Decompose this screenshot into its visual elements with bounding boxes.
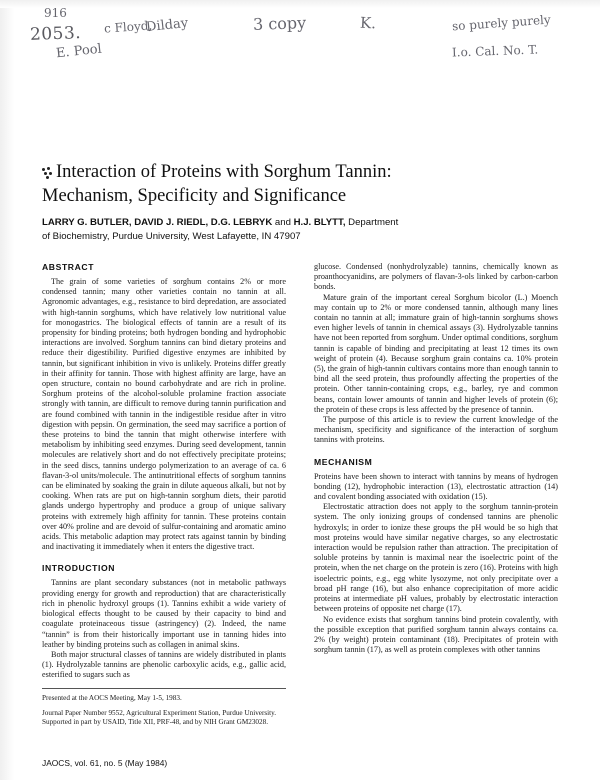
heading-abstract: ABSTRACT bbox=[42, 262, 95, 272]
handwritten-accession-number: 2053. bbox=[29, 23, 82, 45]
heading-introduction: INTRODUCTION bbox=[42, 563, 116, 574]
footnote-divider bbox=[42, 688, 286, 689]
intro-paragraph-2: Both major structural classes of tannins are widely distributed in plants (1). Hydrolyzable tannins are phenolic carboxylic acids, e.g., gallic acid, esterified to sugars such as bbox=[42, 649, 286, 680]
cluster-dots-icon bbox=[42, 167, 55, 179]
right-paragraph-2: Mature grain of the important cereal Sorghum bicolor (L.) Moench may contain up to 2% or more condensed tannin, although many lines contain no tannin at all; immature grain of high-tannin sorghums shows even higher levels of tannin in chemical assays (3). Hydrolyzable tannins have not been reported from sorghum. Under optimal conditions, sorghum tannin is capable of binding and precipitating at least 12 times its own weight of protein (4). Because sorghum grain contains ca. 10% protein (5), the grain of high-tannin cultivars contains more than enough tannin to bind all the seed protein, thus profoundly affecting the properties of the protein. Other tannin-containing crops, e.g., barley, rye and common beans, contain lower amounts of tannin and higher levels of protein (6); the protein of these crops is less affected by the presence of tannin. bbox=[314, 292, 558, 414]
author-conjunction: and bbox=[272, 217, 294, 228]
page-edge-shadow-left bbox=[0, 0, 14, 780]
article-body bbox=[42, 262, 558, 752]
heading-mechanism: MECHANISM bbox=[314, 456, 373, 467]
mechanism-paragraph-1: Proteins have been shown to interact with tannins by means of hydrogen bonding (12), hydrophobic interaction (13), electrostatic attraction (14) and covalent bonding associated with oxidation (15). bbox=[314, 471, 558, 502]
handwritten-professor-note: E. Pool bbox=[55, 41, 103, 62]
author-department: Department bbox=[345, 217, 399, 228]
page-title bbox=[42, 160, 472, 208]
footnote-journal-paper: Journal Paper Number 9552, Agricultural Experiment Station, Purdue University. Supported in part by USAID, Title XII, PRF-48, and by NIH Grant GM23028. bbox=[42, 708, 277, 726]
handwritten-library-note: I.o. Cal. No. T. bbox=[451, 42, 539, 60]
title-line-1-text: Interaction of Proteins with Sorghum Tannin: bbox=[56, 162, 392, 182]
handwritten-number-916: 916 bbox=[44, 6, 67, 20]
handwritten-copies-note: 3 copy bbox=[252, 13, 307, 34]
abstract-text: The grain of some varieties of sorghum contains 2% or more condensed tannin; many other varieties contain no tannin at all. Agronomic advantages, e.g., resistance to bird depredation, are associated with high-tannin sorghums, which have relatively low nutritional value for monogastrics. The biological effects of tannin are a result of its propensity for binding proteins; both hydrogen bonding and hydrophobic interactions are involved. Sorghum tannins can bind dietary proteins and reduce their digestibility. Purified digestive enzymes are inhibited by tannin, but significant inhibition in vivo is unlikely. Proteins differ greatly in their affinity for tannin. Those with highest affinity are large, have an open structure, contain no bound carbohydrate and are rich in proline. Sorghum proteins of the alcohol-soluble prolamine fraction associate strongly with tannin, are difficult to remove during tannin purification and are found combined with tannin in the indigestible residue after in vitro digestion with pepsin. On germination, the seed may sacrifice a portion of these proteins to bind the tannin that might otherwise interfere with metabolism by inhibiting seed enzymes. During seed development, tannin molecules are relatively short and do not effectively precipitate proteins; in the seed discs, tannins undergo polymerization to an average of ca. 6 flavan-3-ol units/molecule. The antinutritional effects of sorghum tannins can be eliminated by soaking the grain in dilute aqueous alkali, but not by cooking. When rats are put on high-tannin sorghum diets, their parotid glands undergo hypertrophy and produce a group of unique salivary proteins with extremely high affinity for tannin. These proteins contain over 40% proline and are devoid of sulfur-containing and aromatic amino acids. This metabolic adaption may protect rats against tannin by binding and inactivating it immediately when it enters the digestive tract. bbox=[42, 277, 286, 552]
author-names: LARRY G. BUTLER, DAVID J. RIEDL, D.G. LEBRYK bbox=[42, 217, 273, 228]
title-line-2: Mechanism, Specificity and Significance bbox=[42, 186, 347, 206]
handwritten-right-note: so purely purely bbox=[451, 12, 552, 34]
handwritten-author-note-2: Dilday bbox=[145, 15, 189, 36]
column-left bbox=[42, 262, 286, 727]
mechanism-paragraph-2: Electrostatic attraction does not apply to the sorghum tannin-protein system. The only ionizing groups of condensed tannins are phenolic hydroxyls; in order to ionize these groups the pH would be so high that most proteins would have similar negative charges, so any electrostatic interaction would be repulsion rather than attraction. The precipitation of soluble proteins by tannin is maximal near the isoelectric point of the protein, when the net charge on the protein is zero (16). Proteins with high isoelectric points, e.g., egg white lysozyme, not only precipitate over a broad pH range (16), but also enhance coprecipitation of more acidic proteins at intermediate pH values, probably by electrostatic interaction between proteins of opposite net charge (17). bbox=[314, 502, 558, 614]
column-right bbox=[314, 262, 558, 655]
author-affiliation: of Biochemistry, Purdue University, West Lafayette, IN 47907 bbox=[42, 230, 301, 242]
author-last-name: H.J. BLYTT, bbox=[293, 217, 346, 228]
page-edge-shadow-top bbox=[0, 0, 600, 8]
intro-paragraph-1: Tannins are plant secondary substances (not in metabolic pathways providing energy for growth and reproduction) that are characteristically rich in phenolic hydroxyl groups (1). Tannins exhibit a wide variety of biological effects thought to be caused by their capacity to bind and coagulate proteinaceous tissue (astringency) (2). Indeed, the name “tannin” is from their historically important use in tanning hides into leather by binding proteins such as collagen in animal skins. bbox=[42, 578, 286, 649]
handwritten-initials: K. bbox=[359, 13, 377, 33]
mechanism-paragraph-3: No evidence exists that sorghum tannins bind protein covalently, with the possible exception that purified sorghum tannin always contains ca. 2% (by weight) protein contaminant (18). Precipitates of protein with sorghum tannin (17), as well as protein complexes with other tannins bbox=[314, 614, 558, 655]
footnote-presented: Presented at the AOCS Meeting, May 1-5, 1983. bbox=[42, 693, 182, 702]
author-affiliation-block bbox=[42, 216, 482, 243]
right-paragraph-1: glucose. Condensed (nonhydrolyzable) tannins, chemically known as proanthocyanidins, are polymers of flavan-3-ols linked by carbon-carbon bonds. bbox=[314, 262, 558, 292]
right-paragraph-3: The purpose of this article is to review the current knowledge of the mechanism, specificity and significance of the interaction of sorghum tannins with proteins. bbox=[314, 415, 558, 445]
title-line-1 bbox=[42, 160, 472, 184]
handwritten-author-note-1: c Floyd, bbox=[103, 18, 153, 36]
journal-citation-footer: JAOCS, vol. 61, no. 5 (May 1984) bbox=[42, 758, 168, 768]
